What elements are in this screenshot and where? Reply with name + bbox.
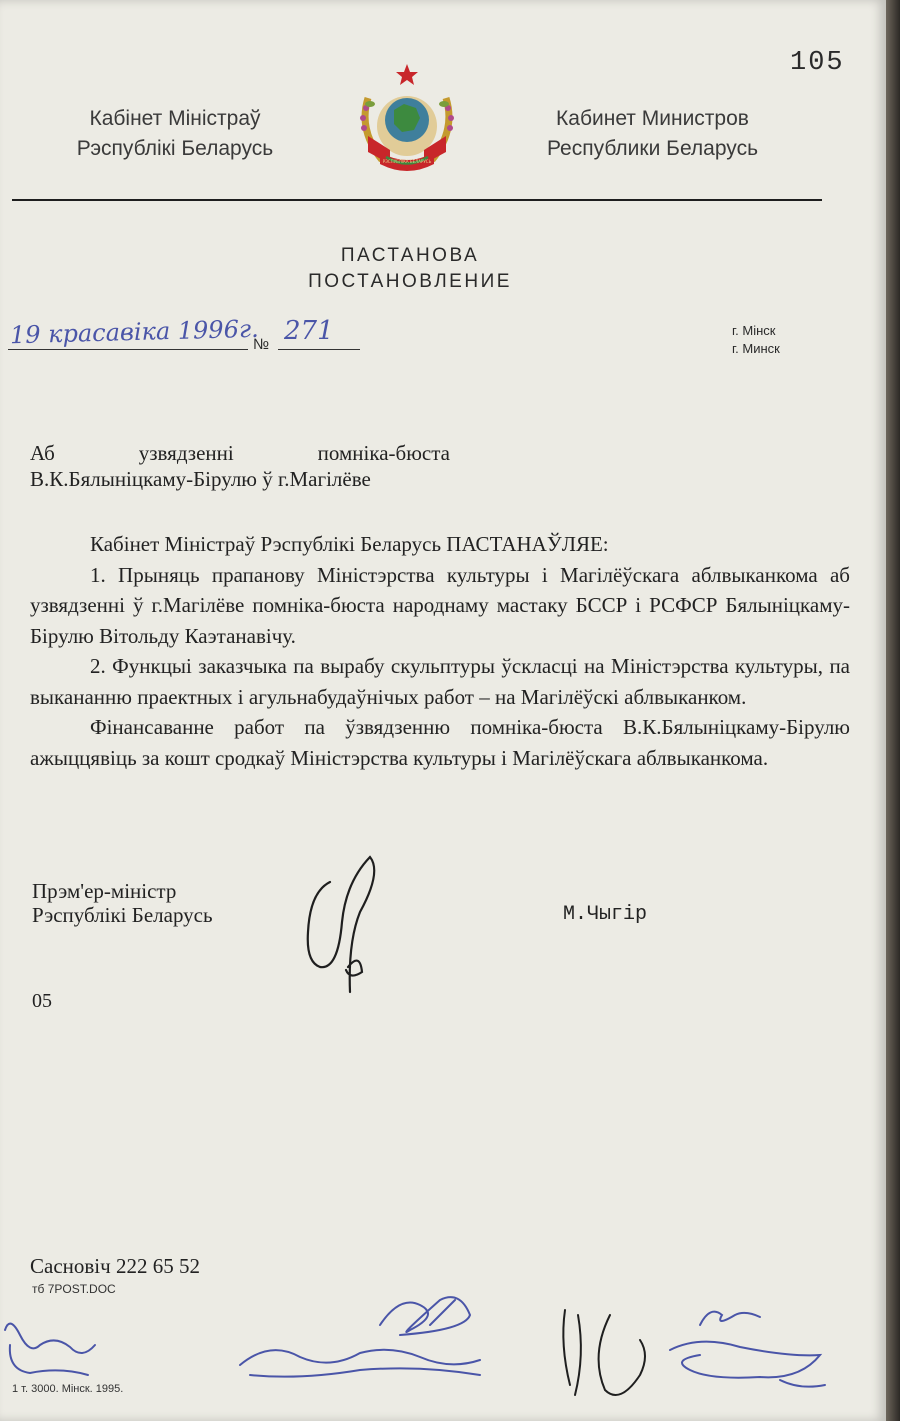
- title-belarusian: ПАСТАНОВА: [340, 245, 480, 266]
- number-sign: №: [253, 336, 270, 353]
- city-russian: г. Минск: [732, 341, 780, 356]
- executor-phone: Сасновіч 222 65 52: [30, 1254, 200, 1278]
- header-right-line-2: Республики Беларусь: [546, 137, 759, 160]
- document-code: 05: [32, 990, 52, 1012]
- document-title: [250, 243, 570, 295]
- signatory-position-line-2: Рэспублікі Беларусь: [32, 903, 213, 927]
- date-underline: [8, 349, 248, 350]
- signatory-position: [32, 879, 213, 927]
- header-right-line-1: Кабинет Министров: [556, 107, 749, 130]
- header-left-line-2: Рэспублікі Беларусь: [76, 137, 274, 160]
- page-number: 105: [790, 48, 845, 78]
- body-paragraph-1: 1. Прыняць прапанову Міністэрства культуры і Магілёўскага аблвыканкома аб узвядзенні ў г.Магілёве помніка-бюста народнаму мастаку БССР і РСФСР Бялыніцкаму-Бірулю Вітольду Каэтанавічу.: [30, 562, 850, 648]
- document-file-name: тб 7POST.DOC: [32, 1282, 116, 1296]
- handwritten-decree-number: 271: [284, 316, 334, 346]
- page-edge-shadow: [886, 0, 900, 1421]
- emblem-ribbon-text: РЭСПУБЛІКА БЕЛАРУСЬ: [382, 159, 432, 164]
- city-belarusian: г. Мінск: [732, 323, 776, 338]
- title-russian: ПОСТАНОВЛЕНИЕ: [308, 271, 512, 292]
- decree-body: [30, 529, 850, 773]
- prime-minister-signature: [290, 852, 390, 1002]
- body-paragraph-2: 2. Функцыі заказчыка па вырабу скульптуры ўскласці на Міністэрства культуры, па выкананню праектных і агульнабудаўнічых работ – на Магілёўскі аблвыканком.: [30, 654, 850, 709]
- decree-subject: [30, 440, 450, 492]
- signatory-name: М.Чыгір: [563, 903, 648, 926]
- state-emblem-icon: [346, 60, 468, 178]
- header-left-belarusian: [50, 104, 300, 164]
- visa-signatures: [0, 1285, 860, 1421]
- print-info: 1 т. 3000. Мінск. 1995.: [12, 1383, 124, 1395]
- body-paragraph-3: Фінансаванне работ па ўзвядзенню помніка-бюста В.К.Бялыніцкаму-Бірулю ажыццявіць за кошт сродкаў Міністэрства культуры і Магілёўскага аблвыканкома.: [30, 715, 850, 770]
- city-block: [732, 322, 780, 358]
- subject-line-1: Аб узвядзенні помніка-бюста: [30, 441, 450, 465]
- signatory-position-line-1: Прэм'ер-міністр: [32, 879, 177, 903]
- number-underline: [278, 349, 360, 350]
- handwritten-date: 19 красавіка 1996г.: [9, 314, 259, 350]
- subject-line-2: В.К.Бялыніцкаму-Бірулю ў г.Магілёве: [30, 467, 371, 491]
- header-right-russian: [520, 104, 785, 164]
- header-left-line-1: Кабінет Міністраў: [89, 107, 261, 130]
- header-divider: [12, 199, 822, 201]
- body-preamble: Кабінет Міністраў Рэспублікі Беларусь ПАСТАНАЎЛЯЕ:: [90, 532, 609, 556]
